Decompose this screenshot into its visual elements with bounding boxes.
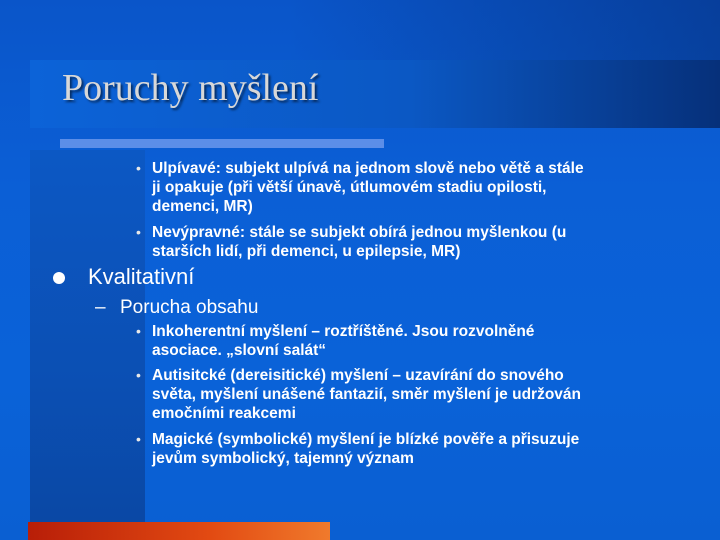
item-line: Ulpívavé: subjekt ulpívá na jednom slově nebo větě a stále bbox=[152, 160, 584, 177]
item-line: asociace. „slovní salát“ bbox=[152, 342, 327, 359]
item-line: demenci, MR) bbox=[152, 198, 253, 215]
bullet-item-inkoherentni bbox=[136, 322, 535, 360]
item-line: Nevýpravné: stále se subjekt obírá jednou myšlenkou (u bbox=[152, 224, 567, 241]
bullet-marker: • bbox=[136, 323, 141, 339]
bullet-marker: • bbox=[136, 160, 141, 176]
item-line: Magické (symbolické) myšlení je blízké pověře a přisuzuje bbox=[152, 431, 580, 448]
bullet-marker: • bbox=[136, 224, 141, 240]
bullet-item-ulpivave bbox=[136, 159, 584, 216]
round-bullet-icon bbox=[53, 272, 65, 284]
item-line: Porucha obsahu bbox=[120, 297, 259, 318]
slide-title: Poruchy myšlení bbox=[62, 67, 319, 109]
item-line: jevům symbolický, tajemný význam bbox=[152, 450, 414, 467]
item-line: emočními reakcemi bbox=[152, 405, 296, 422]
item-line: Inkoherentní myšlení – roztříštěné. Jsou rozvolněné bbox=[152, 323, 535, 340]
item-line: světa, myšlení unášené fantazií, směr myšlení je udržován bbox=[152, 386, 582, 403]
bullet-item-kvalitativni bbox=[88, 264, 194, 290]
bullet-item-porucha-obsahu bbox=[95, 297, 259, 319]
bullet-marker: • bbox=[136, 367, 141, 383]
item-line: starších lidí, při demenci, u epilepsie, MR) bbox=[152, 243, 461, 260]
bullet-item-nevypravne bbox=[136, 223, 567, 261]
bullet-item-magicke bbox=[136, 430, 580, 468]
item-line: ji opakuje (při větší únavě, útlumovém stadiu opilosti, bbox=[152, 179, 547, 196]
bullet-item-autisticke bbox=[136, 366, 582, 423]
item-line: Kvalitativní bbox=[88, 264, 195, 289]
item-line: Autisitcké (dereisitické) myšlení – uzavírání do snového bbox=[152, 367, 564, 384]
bullet-marker: • bbox=[136, 431, 141, 447]
dash-marker: – bbox=[95, 297, 106, 318]
